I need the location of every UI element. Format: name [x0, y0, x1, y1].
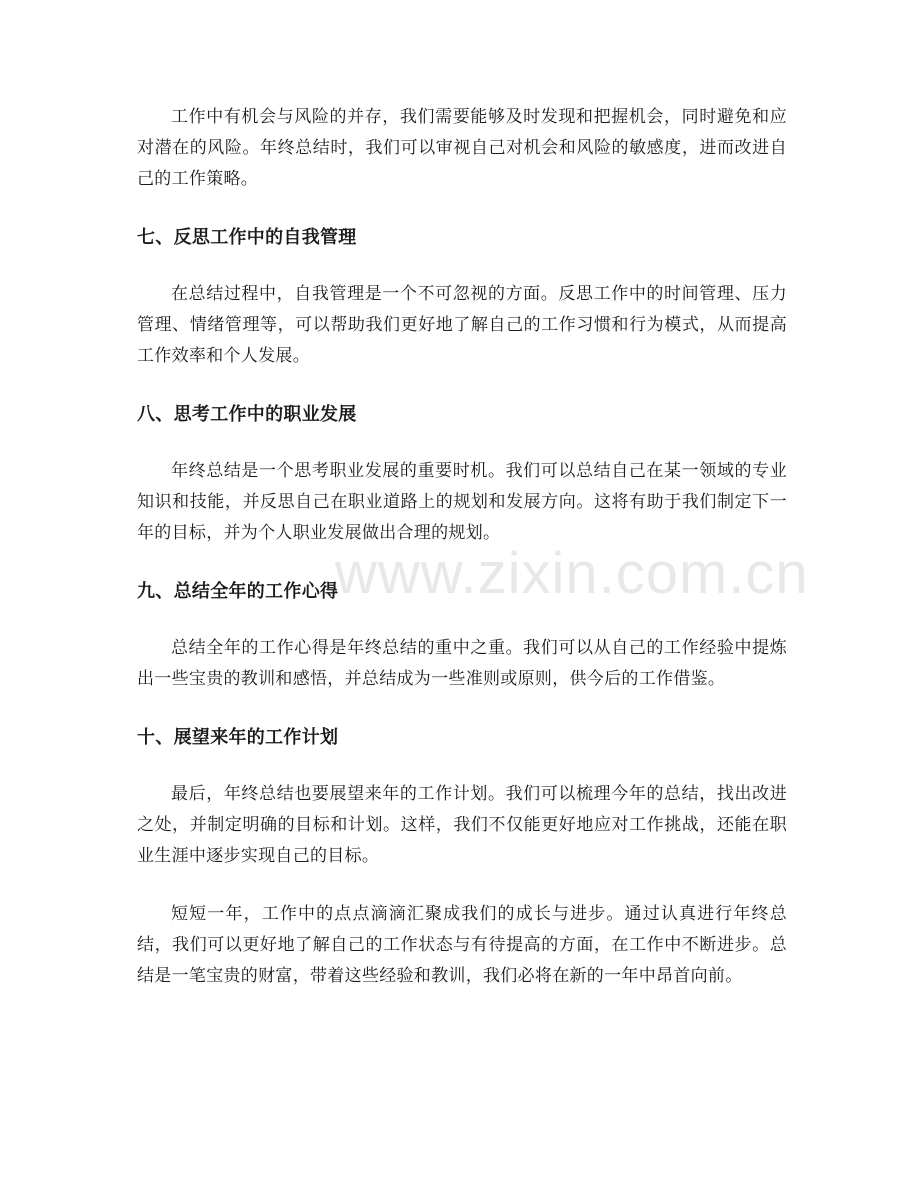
section-heading-8: 八、思考工作中的职业发展 — [137, 404, 357, 425]
paragraph-career-development: 年终总结是一个思考职业发展的重要时机。我们可以总结自己在某一领域的专业知识和技能，并反思自己在职业道路上的规划和发展方向。这将有助于我们制定下一年的目标，并为个人职业发展做出合理的规划。 — [137, 461, 787, 543]
paragraph-opportunity-risk: 工作中有机会与风险的并存，我们需要能够及时发现和把握机会，同时避免和应对潜在的风险。年终总结时，我们可以审视自己对机会和风险的敏感度，进而改进自己的工作策略。 — [137, 107, 787, 189]
paragraph-conclusion: 短短一年，工作中的点点滴滴汇聚成我们的成长与进步。通过认真进行年终总结，我们可以更好地了解自己的工作状态与有待提高的方面，在工作中不断进步。总结是一笔宝贵的财富，带着这些经验和教训，我们必将在新的一年中昂首向前。 — [137, 904, 787, 986]
watermark: www.zixin.com.cn — [335, 541, 809, 606]
section-heading-7: 七、反思工作中的自我管理 — [137, 227, 357, 248]
section-heading-10: 十、展望来年的工作计划 — [137, 727, 339, 748]
paragraph-next-year-plan: 最后，年终总结也要展望来年的工作计划。我们可以梳理今年的总结，找出改进之处，并制定明确的目标和计划。这样，我们不仅能更好地应对工作挑战，还能在职业生涯中逐步实现自己的目标。 — [137, 784, 787, 866]
paragraph-work-insights: 总结全年的工作心得是年终总结的重中之重。我们可以从自己的工作经验中提炼出一些宝贵的教训和感悟，并总结成为一些准则或原则，供今后的工作借鉴。 — [137, 638, 787, 689]
paragraph-self-management: 在总结过程中，自我管理是一个不可忽视的方面。反思工作中的时间管理、压力管理、情绪管理等，可以帮助我们更好地了解自己的工作习惯和行为模式，从而提高工作效率和个人发展。 — [137, 284, 787, 366]
section-heading-9: 九、总结全年的工作心得 — [137, 581, 339, 602]
document-body — [137, 102, 787, 1019]
